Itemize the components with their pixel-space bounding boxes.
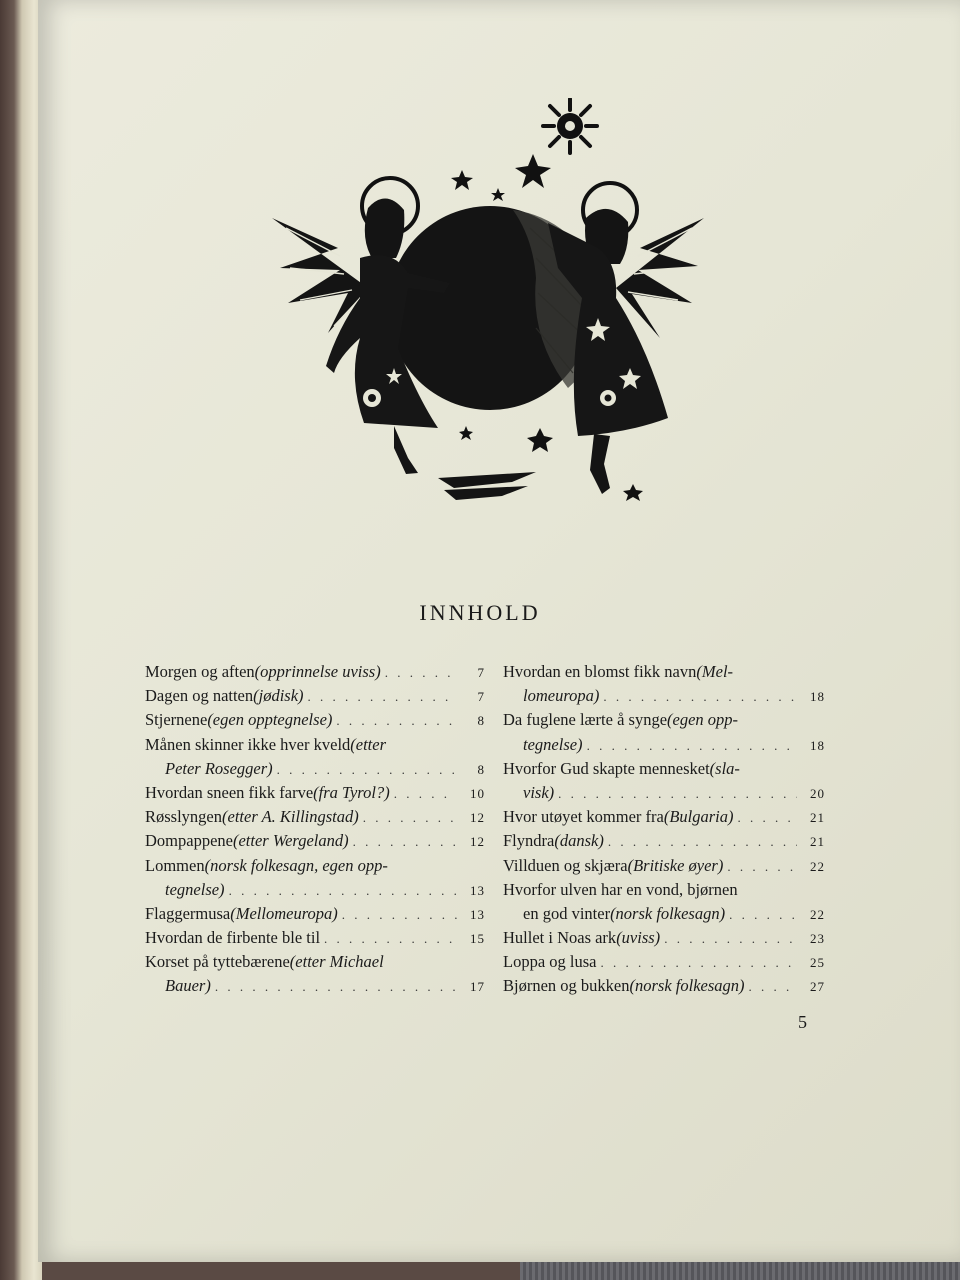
toc-page-number: 12 — [470, 810, 485, 826]
toc-entry-source: (etter A. Killingstad) — [222, 807, 359, 827]
toc-page-number: 22 — [810, 906, 825, 922]
toc-entry-source: (etter Michael — [289, 952, 384, 972]
toc-entry-title: Røsslyngen — [145, 807, 223, 827]
toc-entry — [145, 829, 485, 853]
toc-entry-line — [503, 708, 825, 732]
toc-entry — [503, 708, 825, 756]
toc-left-column — [145, 660, 485, 999]
toc-entry-line — [145, 878, 485, 902]
toc-entry-title: Hvorfor Gud skapte mennesket — [503, 758, 710, 778]
toc-entry-source: (norsk folkesagn) — [629, 976, 745, 996]
toc-entry-line — [145, 781, 485, 805]
dot-leader — [738, 806, 798, 830]
toc-entry-line — [503, 781, 825, 805]
toc-page-number: 7 — [477, 665, 485, 680]
toc-page-number: 13 — [470, 906, 485, 922]
toc-entry — [503, 757, 825, 805]
toc-entry-title: Hvordan en blomst fikk navn — [503, 662, 697, 681]
toc-entry-title: Flyndra — [503, 831, 555, 851]
toc-page-number: 12 — [470, 834, 485, 850]
toc-entry-line — [503, 684, 825, 708]
dot-leader — [600, 951, 797, 975]
dot-leader — [587, 734, 797, 758]
toc-entry — [145, 854, 485, 902]
toc-entry-line — [145, 660, 485, 684]
toc-entry-title: Stjernene — [145, 710, 208, 730]
toc-entry-title: Hvordan sneen fikk farve — [145, 782, 314, 802]
toc-page-number: 7 — [477, 689, 485, 705]
toc-page-number: 18 — [810, 689, 825, 705]
toc-page-number: 21 — [810, 810, 825, 826]
toc-entry-source: (Mel- — [696, 662, 734, 681]
dot-leader — [749, 975, 797, 999]
toc-entry-line — [145, 854, 485, 878]
toc-entry-title: Loppa og lusa — [503, 952, 597, 972]
dot-leader — [308, 685, 457, 709]
toc-entry-line — [145, 733, 485, 757]
toc-entry-source: (dansk) — [554, 831, 604, 851]
dot-leader — [353, 830, 457, 854]
toc-entry-title: Da fuglene lærte å synge — [503, 710, 668, 730]
toc-page-number: 21 — [810, 834, 825, 850]
toc-entry-title: Hvorfor ulven har en vond, bjørnen — [503, 879, 738, 899]
book-spine-edge — [0, 0, 42, 1280]
toc-entry — [503, 878, 825, 926]
toc-entry-source: (egen opptegnelse) — [207, 710, 333, 730]
dot-leader — [277, 758, 457, 782]
toc-entry — [503, 974, 825, 998]
toc-entry-source: tegnelse) — [523, 734, 583, 754]
toc-entry — [145, 950, 485, 998]
toc-entry-title: Hvordan de firbente ble til — [145, 928, 321, 948]
toc-entry-title: Dagen og natten — [145, 686, 254, 706]
dot-leader — [727, 855, 797, 879]
toc-entry-title: Hullet i Noas ark — [503, 928, 617, 948]
dot-leader — [394, 782, 457, 806]
toc-entry-line — [145, 974, 485, 998]
toc-right-column — [503, 660, 825, 999]
toc-entry-title: Villduen og skjæra — [503, 855, 628, 875]
toc-page-number: 17 — [470, 979, 485, 995]
dot-leader — [215, 975, 457, 999]
toc-entry-source: Peter Rosegger) — [165, 758, 273, 778]
toc-page-number: 18 — [810, 737, 825, 753]
toc-page-number: 23 — [810, 931, 825, 947]
dot-leader — [229, 879, 457, 903]
toc-entry-source: (opprinnelse uviss) — [254, 662, 381, 681]
dot-leader — [342, 903, 457, 927]
toc-entry-source: (jødisk) — [253, 686, 304, 706]
dot-leader — [729, 903, 797, 927]
toc-entry-title: Korset på tyttebærene — [145, 952, 290, 972]
toc-entry-source: (sla- — [709, 758, 740, 778]
toc-entry-title: Lommen — [145, 855, 205, 875]
toc-entry-line — [503, 829, 825, 853]
toc-entry-source: (norsk folkesagn) — [610, 903, 726, 923]
toc-entry-source: (Bulgaria) — [663, 807, 734, 827]
toc-entry-line — [503, 854, 825, 878]
toc-entry — [503, 660, 825, 708]
dot-leader — [363, 806, 457, 830]
toc-entry — [145, 781, 485, 805]
toc-entry-source: (uviss) — [616, 928, 661, 948]
toc-page-number: 10 — [470, 785, 485, 801]
toc-entry-line — [145, 805, 485, 829]
cloud-ground-mark — [438, 472, 536, 500]
toc-page-number: 22 — [810, 858, 825, 874]
toc-entry-line — [503, 757, 825, 781]
toc-entry-line — [503, 805, 825, 829]
toc-entry-line — [145, 757, 485, 781]
toc-entry-source: (norsk folkesagn, egen opp- — [204, 855, 388, 875]
toc-entry-title: Flaggermusa — [145, 903, 231, 923]
toc-entry-line — [503, 902, 825, 926]
toc-entry-line — [503, 733, 825, 757]
toc-entry — [503, 854, 825, 878]
page-number: 5 — [798, 1012, 807, 1032]
toc-entry-line — [503, 660, 825, 684]
toc-entry — [145, 660, 485, 684]
toc-entry-source: (Britiske øyer) — [627, 855, 724, 875]
angels-globe-illustration — [268, 98, 708, 510]
toc-entry-line — [145, 902, 485, 926]
toc-page-number: 8 — [477, 761, 485, 777]
toc-entry — [503, 950, 825, 974]
toc-entry-source: Bauer) — [165, 976, 211, 996]
toc-entry-line — [145, 950, 485, 974]
toc-entry-source: lomeuropa) — [523, 686, 600, 706]
toc-entry-title: Morgen og aften — [145, 662, 255, 681]
toc-entry-source: (etter Wergeland) — [232, 831, 349, 851]
toc-entry-title: Bjørnen og bukken — [503, 976, 630, 996]
dot-leader — [336, 709, 457, 733]
toc-entry-source: (Mellomeuropa) — [230, 903, 338, 923]
contents-heading: INNHOLD — [419, 600, 541, 625]
dot-leader — [385, 661, 457, 685]
toc-entry-line — [503, 878, 825, 902]
toc-page-number: 8 — [477, 713, 485, 729]
toc-entry — [503, 926, 825, 950]
toc-entry-title: Dompappene — [145, 831, 233, 851]
toc-entry-title: en god vinter — [523, 903, 611, 923]
toc-entry-title: Hvor utøyet kommer fra — [503, 807, 664, 827]
toc-entry — [145, 684, 485, 708]
toc-entry-source: (fra Tyrol?) — [313, 782, 390, 802]
toc-page-number: 15 — [470, 931, 485, 947]
toc-page-number: 25 — [810, 955, 825, 971]
toc-entry — [145, 805, 485, 829]
dot-leader — [664, 927, 797, 951]
toc-entry — [145, 902, 485, 926]
toc-entry — [145, 708, 485, 732]
toc-entry-line — [503, 950, 825, 974]
toc-entry-line — [145, 684, 485, 708]
toc-entry-line — [145, 926, 485, 950]
toc-entry-line — [503, 926, 825, 950]
toc-page-number: 20 — [810, 785, 825, 801]
toc-entry-source: tegnelse) — [165, 879, 225, 899]
dot-leader — [603, 685, 797, 709]
toc-page-number: 27 — [810, 979, 825, 995]
toc-entry-source: visk) — [523, 782, 555, 802]
dot-leader — [558, 782, 797, 806]
toc-entry-line — [145, 708, 485, 732]
toc-page-number: 13 — [470, 882, 485, 898]
dot-leader — [608, 830, 797, 854]
dot-leader — [324, 927, 457, 951]
toc-entry-title: Månen skinner ikke hver kveld — [145, 734, 351, 754]
toc-entry-source: (etter — [350, 734, 387, 754]
toc-entry-source: (egen opp- — [667, 710, 739, 730]
toc-entry-line — [503, 974, 825, 998]
toc-entry — [145, 733, 485, 781]
toc-entry-line — [145, 829, 485, 853]
sun-icon — [543, 99, 597, 153]
toc-entry — [145, 926, 485, 950]
toc-entry — [503, 829, 825, 853]
toc-entry — [503, 805, 825, 829]
